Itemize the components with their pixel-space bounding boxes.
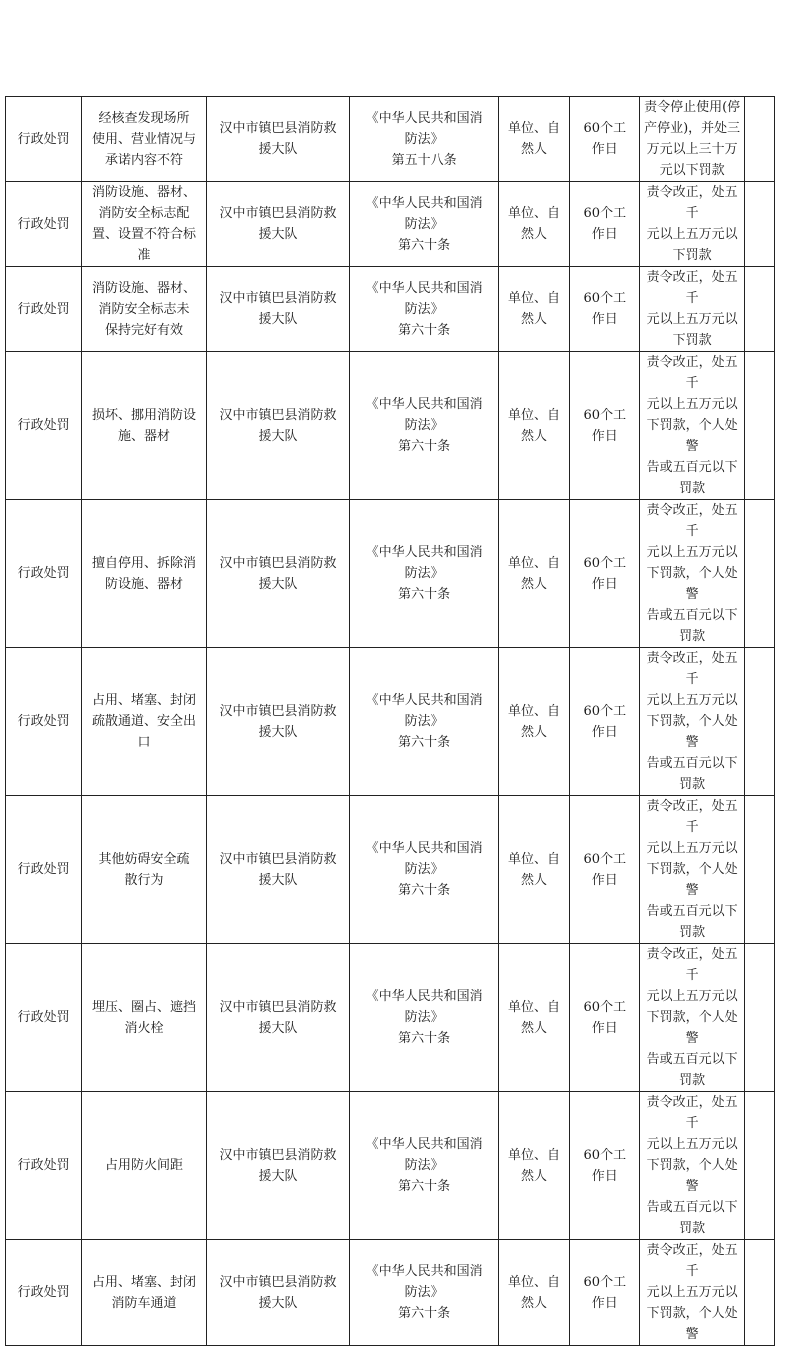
cell-violation-line: 损坏、挪用消防设	[92, 407, 197, 423]
cell-penalty-line: 告或五百元以下	[646, 1052, 738, 1067]
cell-legal-basis-line: 第六十条	[398, 1306, 451, 1321]
cell-legal-basis-line: 防法》	[404, 1285, 444, 1300]
cell-time-limit-line: 60个工	[583, 206, 627, 221]
cell-violation	[82, 182, 206, 267]
cell-violation-line: 保持完好有效	[105, 322, 184, 338]
cell-penalty-line: 告或五百元以下	[646, 904, 738, 919]
cell-violation-line: 口	[137, 735, 151, 750]
cell-subject	[498, 97, 569, 182]
cell-agency-line: 援大队	[258, 872, 298, 888]
cell-time-limit-line: 作日	[591, 576, 618, 592]
cell-penalty-line: 责令改正，处五千	[646, 355, 738, 391]
cell-legal-basis-line: 防法》	[404, 1158, 444, 1173]
cell-penalty-line: 元以上五万元以	[646, 312, 738, 327]
cell-category: 行政处罚	[6, 648, 82, 796]
cell-legal-basis-line: 《中华人民共和国消	[365, 397, 483, 412]
cell-violation-line: 消防设施、器材、	[92, 185, 197, 200]
cell-penalty-line: 罚款	[679, 1073, 706, 1088]
cell-legal-basis-line: 《中华人民共和国消	[365, 693, 483, 708]
cell-subject-line: 然人	[521, 428, 548, 444]
cell-time-limit-line: 作日	[591, 142, 618, 157]
cell-penalty-line: 下罚款，个人处警	[646, 714, 738, 750]
cell-penalty-line: 罚款	[679, 481, 706, 496]
cell-penalty-line: 元以上五万元以	[646, 397, 738, 412]
cell-subject-line: 单位、自	[508, 555, 561, 571]
cell-legal-basis-line: 第六十条	[398, 883, 451, 898]
cell-violation-line: 消防安全标志配	[98, 206, 190, 221]
cell-penalty-line: 罚款	[679, 777, 706, 792]
cell-subject-line: 单位、自	[508, 1274, 561, 1290]
cell-category: 行政处罚	[6, 500, 82, 648]
cell-legal-basis-line: 《中华人民共和国消	[365, 841, 483, 856]
cell-subject-line: 单位、自	[508, 121, 561, 136]
cell-legal-basis	[350, 500, 499, 648]
cell-category: 行政处罚	[6, 1240, 82, 1346]
cell-agency-line: 援大队	[258, 428, 298, 444]
cell-penalty-line: 告或五百元以下	[646, 608, 738, 623]
cell-agency-line: 援大队	[258, 1020, 298, 1036]
cell-penalty-line: 责令改正，处五千	[646, 185, 738, 221]
cell-legal-basis-line: 防法》	[404, 216, 444, 232]
cell-agency-line: 援大队	[258, 1168, 298, 1184]
cell-agency	[206, 352, 350, 500]
cell-note	[744, 352, 774, 500]
cell-time-limit-line: 60个工	[583, 999, 627, 1015]
cell-penalty-line: 责令改正，处五千	[646, 1243, 738, 1279]
cell-time-limit-line: 60个工	[583, 851, 627, 867]
cell-legal-basis	[350, 97, 499, 182]
cell-time-limit	[570, 1240, 640, 1346]
table-row	[6, 267, 775, 352]
cell-penalty-line: 元以上五万元以	[646, 989, 738, 1004]
cell-penalty-line: 万元以上三十万	[646, 142, 738, 157]
cell-violation	[82, 1240, 206, 1346]
cell-legal-basis	[350, 944, 499, 1092]
cell-penalty-line: 元以上五万元以	[646, 841, 738, 856]
cell-subject-line: 然人	[521, 872, 548, 888]
cell-time-limit	[570, 352, 640, 500]
cell-penalty-line: 责令改正，处五千	[646, 799, 738, 835]
cell-legal-basis-line: 《中华人民共和国消	[365, 195, 483, 211]
cell-legal-basis	[350, 267, 499, 352]
cell-penalty-line: 责令改正，处五千	[646, 947, 738, 983]
cell-agency	[206, 648, 350, 796]
cell-time-limit-line: 作日	[591, 1020, 618, 1036]
cell-penalty	[640, 796, 744, 944]
cell-violation-line: 经核查发现场所	[98, 110, 190, 126]
cell-penalty	[640, 97, 744, 182]
cell-subject-line: 然人	[521, 576, 548, 592]
cell-violation-line: 使用、营业情况与	[92, 131, 197, 147]
cell-legal-basis-line: 第六十条	[398, 1179, 451, 1194]
cell-time-limit	[570, 97, 640, 182]
cell-violation-line: 防设施、器材	[105, 576, 184, 592]
cell-violation-line: 消火栓	[124, 1020, 164, 1036]
cell-subject-line: 单位、自	[508, 703, 561, 719]
cell-penalty	[640, 944, 744, 1092]
cell-penalty-line: 下罚款，个人处警	[646, 566, 738, 602]
cell-violation-line: 消防车通道	[111, 1295, 177, 1311]
cell-violation	[82, 944, 206, 1092]
cell-legal-basis	[350, 352, 499, 500]
cell-penalty-line: 告或五百元以下	[646, 1200, 738, 1215]
cell-subject-line: 单位、自	[508, 407, 561, 423]
cell-violation	[82, 796, 206, 944]
table-row	[6, 182, 775, 267]
cell-agency	[206, 944, 350, 1092]
cell-agency-line: 援大队	[258, 142, 298, 157]
cell-agency-line: 汉中市镇巴县消防救	[219, 1147, 337, 1163]
cell-time-limit	[570, 944, 640, 1092]
cell-agency-line: 援大队	[258, 312, 298, 327]
cell-note	[744, 267, 774, 352]
cell-subject-line: 单位、自	[508, 999, 561, 1015]
cell-legal-basis-line: 防法》	[404, 131, 444, 147]
cell-agency-line: 援大队	[258, 227, 298, 242]
cell-time-limit-line: 60个工	[583, 121, 627, 136]
cell-time-limit-line: 作日	[591, 1295, 618, 1311]
cell-legal-basis-line: 《中华人民共和国消	[365, 545, 483, 560]
cell-agency	[206, 97, 350, 182]
cell-agency-line: 援大队	[258, 724, 298, 740]
table-row	[6, 97, 775, 182]
cell-penalty-line: 下罚款，个人处警	[646, 862, 738, 898]
cell-time-limit-line: 60个工	[583, 555, 627, 571]
cell-subject-line: 然人	[521, 724, 548, 740]
cell-penalty-line: 元以上五万元以	[646, 1137, 738, 1152]
cell-subject-line: 然人	[521, 1020, 548, 1036]
cell-category: 行政处罚	[6, 352, 82, 500]
table-row	[6, 1092, 775, 1240]
cell-legal-basis-line: 防法》	[404, 862, 444, 877]
table-body	[6, 97, 775, 1346]
cell-agency-line: 汉中市镇巴县消防救	[219, 407, 337, 423]
cell-penalty	[640, 1240, 744, 1346]
cell-violation	[82, 500, 206, 648]
cell-agency-line: 汉中市镇巴县消防救	[219, 999, 337, 1015]
cell-agency	[206, 796, 350, 944]
cell-time-limit-line: 60个工	[583, 1147, 627, 1163]
cell-note	[744, 1240, 774, 1346]
cell-subject-line: 单位、自	[508, 1147, 561, 1163]
cell-note	[744, 648, 774, 796]
cell-violation	[82, 648, 206, 796]
cell-violation-line: 消防安全标志未	[98, 301, 190, 317]
cell-note	[744, 1092, 774, 1240]
cell-agency-line: 援大队	[258, 576, 298, 592]
cell-penalty-line: 责令改正，处五千	[646, 503, 738, 539]
cell-penalty-line: 元以下罚款	[659, 163, 725, 178]
cell-subject-line: 单位、自	[508, 291, 561, 306]
cell-penalty-line: 责令改正，处五千	[646, 651, 738, 687]
cell-violation-line: 施、器材	[118, 428, 171, 444]
cell-subject-line: 单位、自	[508, 206, 561, 221]
cell-time-limit	[570, 182, 640, 267]
cell-violation	[82, 1092, 206, 1240]
cell-subject-line: 然人	[521, 227, 548, 242]
cell-penalty-line: 责令改正，处五千	[646, 1095, 738, 1131]
cell-time-limit-line: 60个工	[583, 291, 627, 306]
cell-category: 行政处罚	[6, 97, 82, 182]
cell-agency	[206, 500, 350, 648]
cell-penalty-line: 下罚款，个人处警	[646, 1158, 738, 1194]
cell-violation-line: 消防设施、器材、	[92, 280, 197, 296]
cell-agency-line: 援大队	[258, 1295, 298, 1311]
cell-violation	[82, 267, 206, 352]
cell-legal-basis-line: 防法》	[404, 566, 444, 581]
cell-agency-line: 汉中市镇巴县消防救	[219, 291, 337, 306]
cell-time-limit-line: 作日	[591, 872, 618, 888]
cell-time-limit	[570, 267, 640, 352]
cell-subject	[498, 648, 569, 796]
cell-legal-basis-line: 防法》	[404, 418, 444, 433]
cell-violation-line: 疏散通道、安全出	[92, 714, 197, 729]
cell-penalty	[640, 267, 744, 352]
cell-time-limit	[570, 1092, 640, 1240]
cell-legal-basis-line: 《中华人民共和国消	[365, 989, 483, 1004]
cell-penalty-line: 下罚款	[672, 333, 712, 348]
cell-agency-line: 汉中市镇巴县消防救	[219, 851, 337, 867]
cell-legal-basis-line: 第六十条	[398, 322, 451, 338]
table-row	[6, 352, 775, 500]
cell-penalty	[640, 648, 744, 796]
cell-legal-basis-line: 第六十条	[398, 587, 451, 602]
cell-time-limit-line: 作日	[591, 312, 618, 327]
cell-legal-basis	[350, 182, 499, 267]
cell-violation-line: 准	[137, 248, 151, 263]
cell-note	[744, 796, 774, 944]
cell-agency	[206, 1240, 350, 1346]
cell-violation-line: 占用防火间距	[105, 1158, 184, 1173]
cell-violation-line: 占用、堵塞、封闭	[92, 1274, 197, 1290]
cell-penalty	[640, 1092, 744, 1240]
cell-agency	[206, 1092, 350, 1240]
cell-time-limit	[570, 648, 640, 796]
cell-legal-basis	[350, 796, 499, 944]
cell-penalty	[640, 182, 744, 267]
cell-note	[744, 500, 774, 648]
cell-subject	[498, 944, 569, 1092]
cell-category: 行政处罚	[6, 796, 82, 944]
cell-time-limit-line: 作日	[591, 428, 618, 444]
cell-time-limit-line: 作日	[591, 227, 618, 242]
cell-note	[744, 97, 774, 182]
cell-legal-basis-line: 第六十条	[398, 439, 451, 454]
cell-penalty-line: 产停业)，并处三	[644, 121, 741, 136]
cell-penalty-line: 下罚款，个人处警	[646, 1306, 738, 1342]
cell-penalty-line: 元以上五万元以	[646, 693, 738, 708]
cell-agency	[206, 267, 350, 352]
cell-penalty-line: 罚款	[679, 1221, 706, 1236]
cell-penalty-line: 告或五百元以下	[646, 460, 738, 475]
cell-legal-basis-line: 第六十条	[398, 237, 451, 253]
cell-penalty	[640, 352, 744, 500]
cell-legal-basis-line: 《中华人民共和国消	[365, 1264, 483, 1279]
cell-penalty-line: 下罚款	[672, 248, 712, 263]
cell-legal-basis	[350, 648, 499, 796]
cell-penalty-line: 元以上五万元以	[646, 545, 738, 560]
cell-legal-basis-line: 第五十八条	[391, 152, 457, 168]
cell-subject-line: 然人	[521, 1295, 548, 1311]
cell-note	[744, 182, 774, 267]
cell-penalty-line: 下罚款，个人处警	[646, 1010, 738, 1046]
cell-penalty-line: 下罚款，个人处警	[646, 418, 738, 454]
cell-subject-line: 然人	[521, 312, 548, 327]
cell-agency-line: 汉中市镇巴县消防救	[219, 206, 337, 221]
cell-agency	[206, 182, 350, 267]
cell-violation-line: 散行为	[124, 872, 164, 888]
cell-violation-line: 承诺内容不符	[105, 152, 184, 168]
cell-legal-basis-line: 第六十条	[398, 735, 451, 750]
cell-subject-line: 然人	[521, 142, 548, 157]
cell-time-limit-line: 60个工	[583, 407, 627, 423]
table-row	[6, 500, 775, 648]
cell-subject	[498, 1240, 569, 1346]
cell-subject	[498, 1092, 569, 1240]
cell-violation-line: 埋压、圈占、遮挡	[92, 999, 197, 1015]
cell-violation	[82, 352, 206, 500]
cell-penalty-line: 告或五百元以下	[646, 756, 738, 771]
cell-subject-line: 然人	[521, 1168, 548, 1184]
cell-violation-line: 置、设置不符合标	[92, 227, 197, 242]
cell-time-limit	[570, 500, 640, 648]
cell-legal-basis-line: 防法》	[404, 301, 444, 317]
cell-agency-line: 汉中市镇巴县消防救	[219, 121, 337, 136]
table-row	[6, 648, 775, 796]
cell-category: 行政处罚	[6, 1092, 82, 1240]
penalty-table	[5, 96, 775, 1346]
cell-subject-line: 单位、自	[508, 851, 561, 867]
cell-subject	[498, 267, 569, 352]
table-row	[6, 1240, 775, 1346]
cell-legal-basis-line: 《中华人民共和国消	[365, 1137, 483, 1152]
cell-violation	[82, 97, 206, 182]
cell-agency-line: 汉中市镇巴县消防救	[219, 555, 337, 571]
cell-time-limit-line: 作日	[591, 1168, 618, 1184]
cell-subject	[498, 500, 569, 648]
cell-legal-basis-line: 《中华人民共和国消	[365, 110, 483, 126]
cell-category: 行政处罚	[6, 182, 82, 267]
cell-time-limit-line: 作日	[591, 724, 618, 740]
cell-violation-line: 占用、堵塞、封闭	[92, 693, 197, 708]
cell-legal-basis	[350, 1092, 499, 1240]
cell-legal-basis-line: 防法》	[404, 1010, 444, 1025]
cell-subject	[498, 796, 569, 944]
cell-subject	[498, 182, 569, 267]
cell-penalty-line: 罚款	[679, 629, 706, 644]
cell-penalty-line: 责令改正，处五千	[646, 270, 738, 306]
cell-time-limit-line: 60个工	[583, 1274, 627, 1290]
cell-subject	[498, 352, 569, 500]
cell-category: 行政处罚	[6, 267, 82, 352]
cell-penalty	[640, 500, 744, 648]
cell-violation-line: 其他妨碍安全疏	[98, 851, 190, 867]
cell-violation-line: 擅自停用、拆除消	[92, 555, 197, 571]
cell-note	[744, 944, 774, 1092]
cell-legal-basis-line: 防法》	[404, 714, 444, 729]
cell-penalty-line: 罚款	[679, 925, 706, 940]
cell-penalty-line: 责令停止使用(停	[644, 100, 741, 115]
cell-agency-line: 汉中市镇巴县消防救	[219, 1274, 337, 1290]
table-row	[6, 944, 775, 1092]
cell-agency-line: 汉中市镇巴县消防救	[219, 703, 337, 719]
cell-legal-basis	[350, 1240, 499, 1346]
cell-penalty-line: 元以上五万元以	[646, 1285, 738, 1300]
cell-legal-basis-line: 《中华人民共和国消	[365, 280, 483, 296]
table-row	[6, 796, 775, 944]
cell-penalty-line: 元以上五万元以	[646, 227, 738, 242]
cell-category: 行政处罚	[6, 944, 82, 1092]
cell-time-limit-line: 60个工	[583, 703, 627, 719]
cell-time-limit	[570, 796, 640, 944]
cell-legal-basis-line: 第六十条	[398, 1031, 451, 1046]
